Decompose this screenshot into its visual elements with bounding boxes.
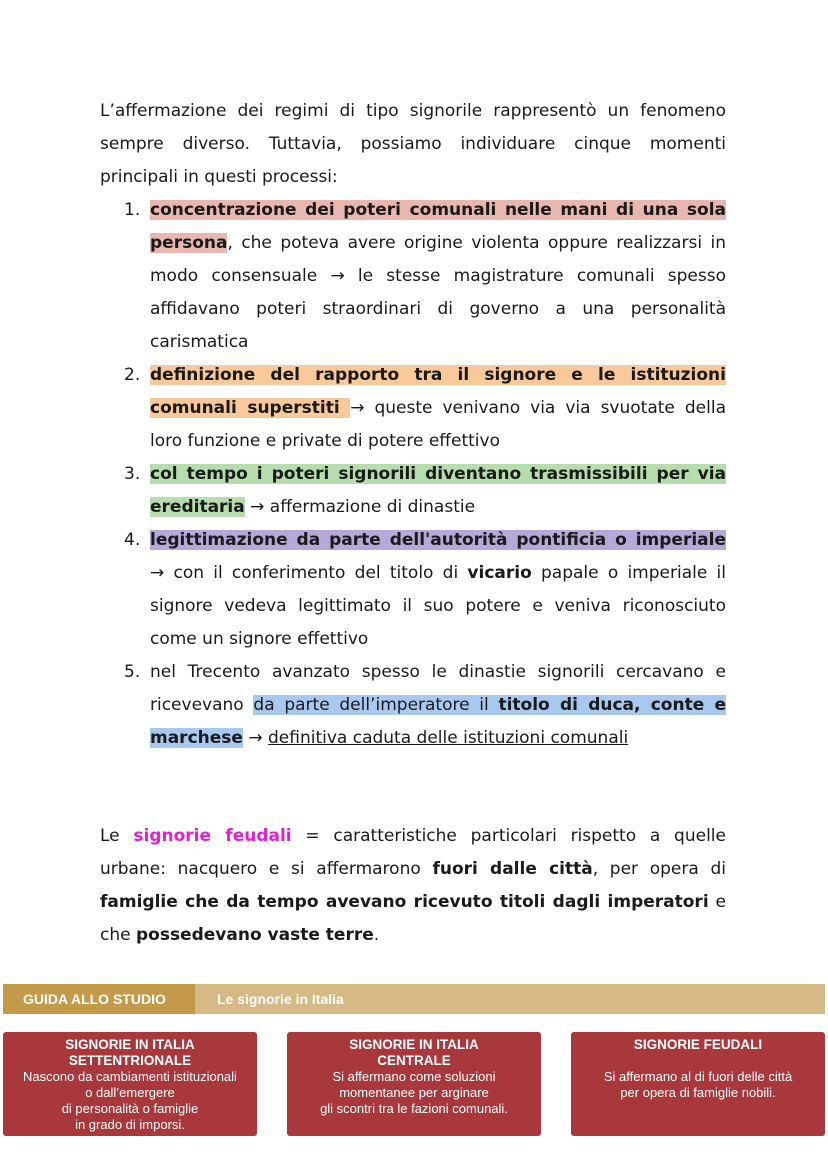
- underlined-text: definitiva caduta delle istituzioni comunali: [268, 728, 629, 748]
- arrow-text: →: [242, 728, 268, 748]
- box-title: SIGNORIE IN ITALIA: [65, 1037, 195, 1052]
- guide-box-north: [3, 1032, 257, 1136]
- list-item: [100, 656, 726, 755]
- guide-box-center: [287, 1032, 541, 1136]
- box-line: gli scontri tra le fazioni comunali.: [320, 1101, 508, 1116]
- list-item: [100, 194, 726, 359]
- text: Le: [100, 826, 134, 846]
- bold-term: vicario: [467, 563, 532, 583]
- list-item: [100, 359, 726, 458]
- bold-text: fuori dalle città: [432, 859, 593, 879]
- box-line: o dall’emergere: [85, 1085, 175, 1100]
- text: = caratteristiche particolari rispetto a quelle urbane: nacquero e si affermarono: [100, 826, 726, 879]
- list-item: [100, 524, 726, 656]
- box-title: SETTENTRIONALE: [68, 1053, 192, 1068]
- list-number: 1.: [124, 200, 141, 220]
- item-text: → affermazione di dinastie: [244, 497, 476, 517]
- list-number: 5.: [124, 662, 141, 682]
- study-guide-title: Le signorie in Italia: [217, 991, 344, 1007]
- item-text: nel Trecento avanzato spesso le dinastie signorili cercavano e ricevevano: [150, 662, 726, 715]
- list-item: [100, 458, 726, 524]
- study-guide-tag: GUIDA ALLO STUDIO: [3, 984, 195, 1014]
- highlight-bold-text: titolo di duca, conte e marchese: [150, 695, 726, 748]
- highlight-text: concentrazione dei poteri comunali nelle mani di una sola persona: [150, 200, 726, 253]
- bold-text: famiglie che da tempo avevano ricevuto titoli dagli imperatori: [100, 892, 709, 912]
- bold-text: possedevano vaste terre: [135, 925, 374, 945]
- text: .: [373, 925, 380, 945]
- list-number: 2.: [124, 365, 141, 385]
- feudal-paragraph: [100, 820, 726, 952]
- item-text: , che poteva avere origine violenta oppure realizzarsi in modo consensuale → le stesse magistrature comunali spesso affidavano poteri straordinari di governo a una personalità carismatica: [150, 233, 726, 352]
- highlight-text: col tempo i poteri signorili diventano trasmissibili per via ereditaria: [150, 464, 726, 517]
- moments-list: [100, 194, 726, 755]
- box-title: SIGNORIE IN ITALIA: [349, 1037, 479, 1052]
- box-line: Nascono da cambiamenti istituzionali: [23, 1069, 237, 1084]
- text: e che: [100, 892, 726, 945]
- list-number: 3.: [124, 464, 141, 484]
- main-text: [100, 95, 726, 755]
- guide-box-feudal: [571, 1032, 825, 1136]
- box-line: di personalità o famiglie: [61, 1101, 199, 1116]
- study-guide-bar: [3, 984, 825, 1014]
- highlight-text: da parte dell’imperatore il: [253, 695, 499, 715]
- item-text: papale o imperiale il signore vedeva legittimato il suo potere e veniva riconosciuto come un signore effettivo: [150, 563, 726, 649]
- box-line: Si affermano al di fuori delle città: [603, 1069, 793, 1084]
- highlight-text: definizione del rapporto tra il signore e le istituzioni comunali superstiti: [150, 365, 726, 418]
- box-line: momentanee per arginare: [339, 1085, 489, 1100]
- feudal-term: signorie feudali: [133, 826, 292, 846]
- box-line: per opera di famiglie nobili.: [620, 1085, 776, 1100]
- list-number: 4.: [124, 530, 141, 550]
- box-line: in grado di imporsi.: [75, 1117, 185, 1132]
- text: , per opera di: [592, 859, 726, 879]
- highlight-text: legittimazione da parte dell'autorità pontificia o imperiale: [150, 530, 726, 550]
- item-text: → queste venivano via via svuotate della loro funzione e private di potere effettivo: [150, 398, 726, 451]
- intro-paragraph: L’affermazione dei regimi di tipo signorile rappresentò un fenomeno sempre diverso. Tuttavia, possiamo individuare cinque momenti principali in questi processi:: [100, 101, 726, 187]
- item-text: → con il conferimento del titolo di: [150, 563, 468, 583]
- box-line: Si affermano come soluzioni: [332, 1069, 496, 1084]
- box-title: CENTRALE: [377, 1053, 451, 1068]
- box-title: SIGNORIE FEUDALI: [633, 1037, 763, 1052]
